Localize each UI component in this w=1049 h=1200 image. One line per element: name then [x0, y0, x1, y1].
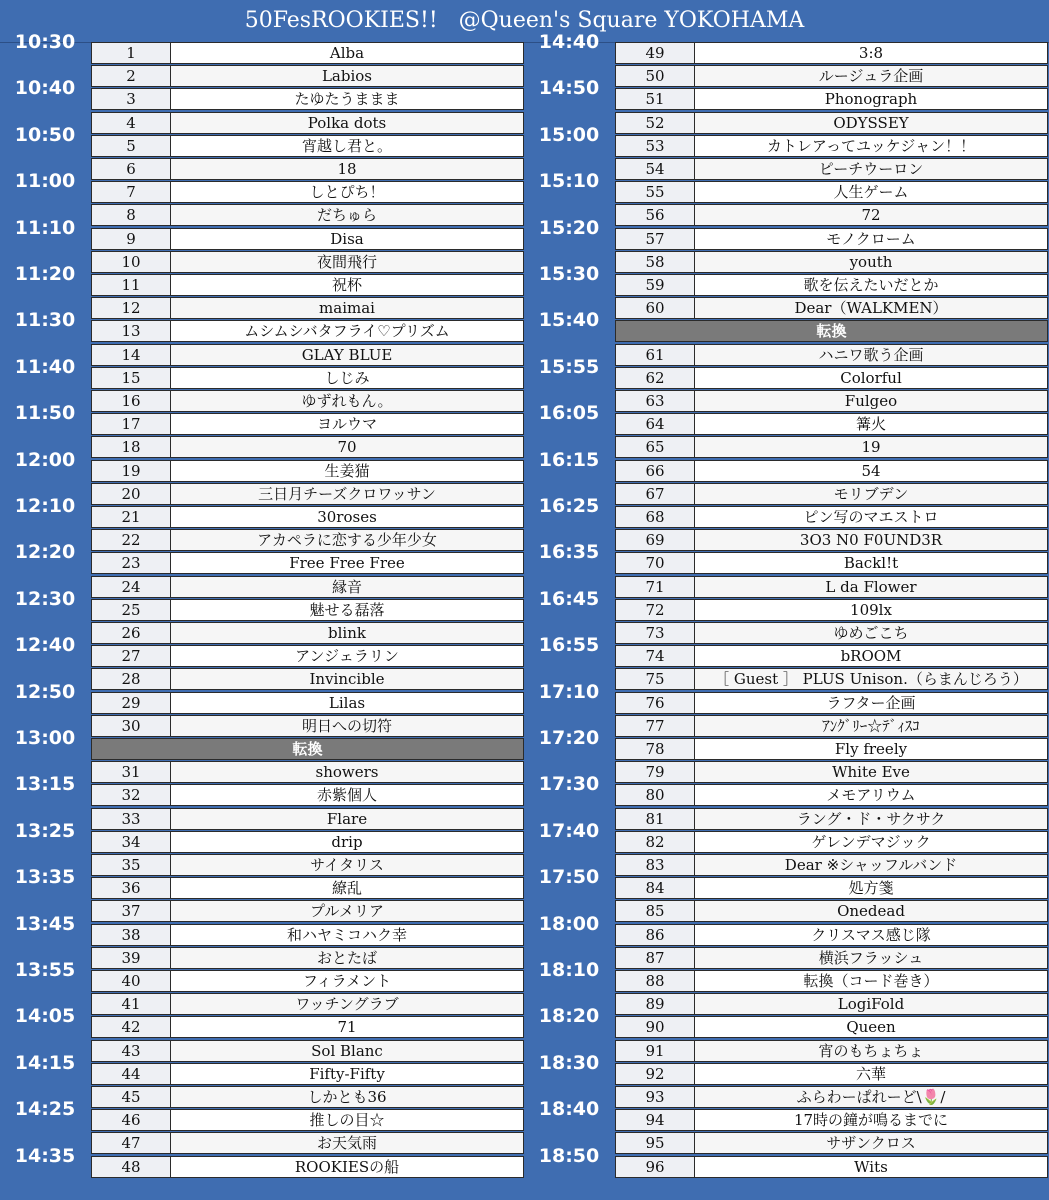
slot-number: 49: [615, 42, 695, 64]
performer-name: しかとも36: [171, 1086, 524, 1108]
schedule-row: [524, 819, 1048, 854]
schedule-row: [524, 495, 1048, 529]
time-label: 16:55: [538, 634, 600, 657]
slot-number: 90: [615, 1016, 695, 1038]
performer-name: ゲレンデマジック: [695, 831, 1048, 853]
time-label: 17:40: [538, 819, 600, 842]
time-label: 18:50: [538, 1144, 600, 1167]
schedule-row: [524, 959, 1048, 993]
schedule-row: [524, 263, 1048, 297]
slot-number: 4: [91, 112, 171, 134]
performer-name: Wits: [695, 1156, 1048, 1178]
schedule-row: [0, 587, 524, 622]
time-label: 14:15: [14, 1051, 76, 1074]
performer-name: ラング・ド・サクサク: [695, 808, 1048, 830]
performer-name: Fulgeo: [695, 390, 1048, 412]
time-label: 18:40: [538, 1098, 600, 1121]
performer-name: GLAY BLUE: [171, 344, 524, 366]
time-label: 18:10: [538, 959, 600, 981]
slot-number: 71: [615, 576, 695, 598]
performer-name: 18: [171, 158, 524, 180]
performer-name: showers: [171, 761, 524, 783]
slot-number: 2: [91, 65, 171, 87]
performer-name: 推しの目☆: [171, 1109, 524, 1131]
time-label: 14:05: [14, 1005, 76, 1028]
performer-name: 109lx: [695, 599, 1048, 621]
slot-number: 55: [615, 181, 695, 203]
performer-name: ラフター企画: [695, 692, 1048, 714]
time-label: 18:00: [538, 912, 600, 935]
schedule-row: [524, 355, 1048, 390]
performer-name: 魅せる磊落: [171, 599, 524, 621]
time-label: 15:40: [538, 309, 600, 332]
schedule-row: [0, 1005, 524, 1039]
time-label: 13:00: [14, 727, 76, 749]
slot-number: 30: [91, 715, 171, 737]
schedule-row: [524, 402, 1048, 436]
slot-number: 92: [615, 1063, 695, 1085]
time-label: 13:15: [14, 773, 76, 796]
performer-name: Onedead: [695, 900, 1048, 922]
schedule-row: [0, 355, 524, 390]
slot-number: 59: [615, 274, 695, 296]
slot-number: 32: [91, 784, 171, 806]
guest-performer-name: ［ Guest ］ PLUS Unison.（らまんじろう）: [695, 668, 1048, 690]
performer-name: 72: [695, 204, 1048, 226]
slot-number: 50: [615, 65, 695, 87]
performer-name: ゆずれもん。: [171, 390, 524, 412]
slot-number: 95: [615, 1132, 695, 1154]
performer-name: L da Flower: [695, 576, 1048, 598]
time-label: 12:40: [14, 634, 76, 657]
time-label: 15:55: [538, 355, 600, 378]
slot-number: 91: [615, 1040, 695, 1062]
schedule-row: [0, 402, 524, 436]
performer-name: 71: [171, 1016, 524, 1038]
performer-name: お天気雨: [171, 1132, 524, 1154]
slot-number: 89: [615, 993, 695, 1015]
performer-name: 17時の鐘が鳴るまでに: [695, 1109, 1048, 1131]
slot-number: 65: [615, 436, 695, 458]
slot-number: 43: [91, 1040, 171, 1062]
slot-number: 12: [91, 297, 171, 319]
slot-number: 22: [91, 529, 171, 551]
slot-number: 17: [91, 413, 171, 435]
schedule-row: [524, 1144, 1048, 1179]
slot-number: 69: [615, 529, 695, 551]
performer-name: Phonograph: [695, 88, 1048, 110]
performer-name: モノクローム: [695, 228, 1048, 250]
performer-name: Colorful: [695, 367, 1048, 389]
slot-number: 10: [91, 251, 171, 273]
time-label: 11:50: [14, 402, 76, 425]
schedule-row: [524, 1051, 1048, 1086]
performer-name: 横浜フラッシュ: [695, 947, 1048, 969]
slot-number: 58: [615, 251, 695, 273]
time-label: 18:30: [538, 1051, 600, 1074]
slot-number: 79: [615, 761, 695, 783]
slot-number: 14: [91, 344, 171, 366]
schedule-row: [0, 912, 524, 947]
performer-name: Free Free Free: [171, 552, 524, 574]
slot-number: 3: [91, 88, 171, 110]
performer-name: Labios: [171, 65, 524, 87]
schedule-row: [0, 959, 524, 993]
break-row: [524, 309, 1048, 343]
schedule-row: [524, 912, 1048, 947]
schedule-row: [0, 541, 524, 575]
slot-number: 48: [91, 1156, 171, 1178]
schedule-row: [0, 263, 524, 297]
performer-name: だちゅら: [171, 204, 524, 226]
slot-number: 18: [91, 436, 171, 458]
schedule-row: [524, 170, 1048, 204]
performer-name: Disa: [171, 228, 524, 250]
performer-name: Fly freely: [695, 738, 1048, 760]
slot-number: 38: [91, 924, 171, 946]
slot-number: 19: [91, 460, 171, 482]
slot-number: 80: [615, 784, 695, 806]
slot-number: 25: [91, 599, 171, 621]
slot-number: 24: [91, 576, 171, 598]
performer-name: ふらわーぱれーど\🌷/: [695, 1086, 1048, 1108]
page-title: 50FesROOKIES!! @Queen's Square YOKOHAMA: [0, 0, 1049, 43]
performer-name: アンジェラリン: [171, 645, 524, 667]
performer-name: Polka dots: [171, 112, 524, 134]
time-label: 16:25: [538, 495, 600, 517]
performer-name: 歌を伝えたいだとか: [695, 274, 1048, 296]
time-label: 13:25: [14, 819, 76, 842]
performer-name: Invincible: [171, 668, 524, 690]
break-row: [0, 727, 524, 761]
schedule-row: [524, 1005, 1048, 1039]
schedule-row: [0, 170, 524, 204]
slot-number: 88: [615, 970, 695, 992]
schedule-row: [524, 773, 1048, 807]
performer-name: Sol Blanc: [171, 1040, 524, 1062]
schedule-row: [0, 1144, 524, 1179]
schedule-row: [524, 680, 1048, 715]
time-label: 11:00: [14, 170, 76, 193]
performer-name: ｱﾝｸﾞﾘｰ☆ﾃﾞｨｽｺ: [695, 715, 1048, 737]
performer-name: bROOM: [695, 645, 1048, 667]
slot-number: 86: [615, 924, 695, 946]
performer-name: カトレアってユッケジャン！！: [695, 135, 1048, 157]
time-label: 10:50: [14, 123, 76, 146]
performer-name: drip: [171, 831, 524, 853]
performer-name: 宵のもちょちょ: [695, 1040, 1048, 1062]
time-label: 16:35: [538, 541, 600, 564]
performer-name: ピン写のマエストロ: [695, 506, 1048, 528]
slot-number: 21: [91, 506, 171, 528]
time-label: 11:10: [14, 216, 76, 239]
time-label: 12:20: [14, 541, 76, 564]
slot-number: 33: [91, 808, 171, 830]
performer-name: 人生ゲーム: [695, 181, 1048, 203]
performer-name: Lilas: [171, 692, 524, 714]
slot-number: 93: [615, 1086, 695, 1108]
performer-name: 縁音: [171, 576, 524, 598]
slot-number: 37: [91, 900, 171, 922]
performer-name: 19: [695, 436, 1048, 458]
slot-number: 52: [615, 112, 695, 134]
performer-name: 3O3 N0 F0UND3R: [695, 529, 1048, 551]
performer-name: 明日への切符: [171, 715, 524, 737]
performer-name: 30roses: [171, 506, 524, 528]
performer-name: ヨルウマ: [171, 413, 524, 435]
slot-number: 16: [91, 390, 171, 412]
performer-name: メモアリウム: [695, 784, 1048, 806]
slot-number: 26: [91, 622, 171, 644]
performer-name: ムシムシバタフライ♡プリズム: [171, 320, 524, 342]
schedule-row: [524, 123, 1048, 158]
schedule-row: [524, 77, 1048, 111]
slot-number: 87: [615, 947, 695, 969]
schedule-row: [524, 541, 1048, 575]
slot-number: 78: [615, 738, 695, 760]
slot-number: 47: [91, 1132, 171, 1154]
slot-number: 1: [91, 42, 171, 64]
performer-name: サザンクロス: [695, 1132, 1048, 1154]
slot-number: 36: [91, 877, 171, 899]
time-label: 13:45: [14, 912, 76, 935]
performer-name: 生姜猫: [171, 460, 524, 482]
time-label: 15:30: [538, 263, 600, 285]
slot-number: 70: [615, 552, 695, 574]
slot-number: 74: [615, 645, 695, 667]
slot-number: 27: [91, 645, 171, 667]
performer-name: たゆたうままま: [171, 88, 524, 110]
slot-number: 8: [91, 204, 171, 226]
slot-number: 39: [91, 947, 171, 969]
slot-number: 7: [91, 181, 171, 203]
slot-number: 73: [615, 622, 695, 644]
schedule-row: [524, 31, 1048, 65]
slot-number: 60: [615, 297, 695, 319]
performer-name: Alba: [171, 42, 524, 64]
performer-name: 夜間飛行: [171, 251, 524, 273]
time-label: 12:30: [14, 587, 76, 610]
break-label: 転換: [91, 738, 524, 760]
schedule-row: [0, 773, 524, 807]
slot-number: 68: [615, 506, 695, 528]
schedule-row: [524, 727, 1048, 761]
schedule-row: [0, 819, 524, 854]
schedule-row: [524, 587, 1048, 622]
performer-name: blink: [171, 622, 524, 644]
slot-number: 35: [91, 854, 171, 876]
slot-number: 41: [91, 993, 171, 1015]
schedule-row: [0, 123, 524, 158]
performer-name: ルージュラ企画: [695, 65, 1048, 87]
performer-name: ゆめごこち: [695, 622, 1048, 644]
performer-name: クリスマス感じ隊: [695, 924, 1048, 946]
performer-name: ピーチウーロン: [695, 158, 1048, 180]
performer-name: 祝杯: [171, 274, 524, 296]
time-label: 17:30: [538, 773, 600, 796]
slot-number: 56: [615, 204, 695, 226]
slot-number: 15: [91, 367, 171, 389]
schedule-row: [524, 634, 1048, 668]
performer-name: 和ハヤミコハク幸: [171, 924, 524, 946]
performer-name: 処方箋: [695, 877, 1048, 899]
time-label: 11:20: [14, 263, 76, 285]
performer-name: ROOKIESの船: [171, 1156, 524, 1178]
performer-name: LogiFold: [695, 993, 1048, 1015]
schedule-row: [0, 634, 524, 668]
time-label: 17:10: [538, 680, 600, 703]
slot-number: 29: [91, 692, 171, 714]
performer-name: しじみ: [171, 367, 524, 389]
performer-name: Backl!t: [695, 552, 1048, 574]
slot-number: 84: [615, 877, 695, 899]
time-label: 15:10: [538, 170, 600, 193]
time-label: 16:05: [538, 402, 600, 425]
time-label: 10:30: [14, 31, 76, 53]
time-label: 17:20: [538, 727, 600, 749]
performer-name: White Eve: [695, 761, 1048, 783]
slot-number: 31: [91, 761, 171, 783]
time-label: 14:35: [14, 1144, 76, 1167]
performer-name: 六華: [695, 1063, 1048, 1085]
time-label: 18:20: [538, 1005, 600, 1028]
schedule-row: [524, 866, 1048, 900]
slot-number: 42: [91, 1016, 171, 1038]
slot-number: 54: [615, 158, 695, 180]
time-label: 12:50: [14, 680, 76, 703]
slot-number: 11: [91, 274, 171, 296]
slot-number: 40: [91, 970, 171, 992]
performer-name: ODYSSEY: [695, 112, 1048, 134]
slot-number: 94: [615, 1109, 695, 1131]
performer-name: 篝火: [695, 413, 1048, 435]
schedule-row: [524, 448, 1048, 483]
performer-name: 宵越し君と。: [171, 135, 524, 157]
performer-name: maimai: [171, 297, 524, 319]
performer-name: サイタリス: [171, 854, 524, 876]
performer-name: 三日月チーズクロワッサン: [171, 483, 524, 505]
slot-number: 51: [615, 88, 695, 110]
performer-name: おとたば: [171, 947, 524, 969]
slot-number: 5: [91, 135, 171, 157]
slot-number: 23: [91, 552, 171, 574]
time-label: 12:10: [14, 495, 76, 517]
schedule-row: [0, 866, 524, 900]
performer-name: 転換（コード巻き）: [695, 970, 1048, 992]
slot-number: 63: [615, 390, 695, 412]
slot-number: 28: [91, 668, 171, 690]
time-label: 14:25: [14, 1098, 76, 1121]
performer-name: 繚乱: [171, 877, 524, 899]
time-label: 14:50: [538, 77, 600, 100]
schedule-row: [0, 77, 524, 111]
slot-number: 77: [615, 715, 695, 737]
performer-name: 3:8: [695, 42, 1048, 64]
slot-number: 67: [615, 483, 695, 505]
slot-number: 72: [615, 599, 695, 621]
time-label: 16:45: [538, 587, 600, 610]
slot-number: 82: [615, 831, 695, 853]
performer-name: 赤紫個人: [171, 784, 524, 806]
slot-number: 44: [91, 1063, 171, 1085]
time-label: 16:15: [538, 448, 600, 471]
schedule-row: [0, 448, 524, 483]
performer-name: 54: [695, 460, 1048, 482]
performer-name: 70: [171, 436, 524, 458]
time-label: 13:55: [14, 959, 76, 981]
performer-name: しとぴち！: [171, 181, 524, 203]
time-label: 10:40: [14, 77, 76, 100]
schedule-row: [0, 1098, 524, 1132]
break-label: 転換: [615, 320, 1048, 342]
slot-number: 20: [91, 483, 171, 505]
slot-number: 64: [615, 413, 695, 435]
performer-name: プルメリア: [171, 900, 524, 922]
performer-name: ワッチングラブ: [171, 993, 524, 1015]
time-label: 12:00: [14, 448, 76, 471]
slot-number: 96: [615, 1156, 695, 1178]
schedule-row: [0, 495, 524, 529]
schedule-row: [524, 1098, 1048, 1132]
time-label: 11:30: [14, 309, 76, 332]
slot-number: 46: [91, 1109, 171, 1131]
time-label: 17:50: [538, 866, 600, 889]
slot-number: 9: [91, 228, 171, 250]
performer-name: Flare: [171, 808, 524, 830]
slot-number: 53: [615, 135, 695, 157]
slot-number: 61: [615, 344, 695, 366]
schedule-row: [0, 680, 524, 715]
slot-number: 13: [91, 320, 171, 342]
performer-name: アカペラに恋する少年少女: [171, 529, 524, 551]
performer-name: Dear（WALKMEN）: [695, 297, 1048, 319]
slot-number: 85: [615, 900, 695, 922]
schedule-row: [0, 309, 524, 343]
time-label: 14:40: [538, 31, 600, 53]
slot-number: 6: [91, 158, 171, 180]
slot-number: 75: [615, 668, 695, 690]
slot-number: 81: [615, 808, 695, 830]
slot-number: 45: [91, 1086, 171, 1108]
time-label: 11:40: [14, 355, 76, 378]
performer-name: モリブデン: [695, 483, 1048, 505]
performer-name: フィラメント: [171, 970, 524, 992]
slot-number: 76: [615, 692, 695, 714]
time-label: 13:35: [14, 866, 76, 889]
schedule-row: [524, 216, 1048, 251]
schedule-row: [0, 31, 524, 65]
slot-number: 66: [615, 460, 695, 482]
performer-name: ハニワ歌う企画: [695, 344, 1048, 366]
slot-number: 57: [615, 228, 695, 250]
slot-number: 34: [91, 831, 171, 853]
performer-name: youth: [695, 251, 1048, 273]
performer-name: Queen: [695, 1016, 1048, 1038]
schedule-row: [0, 1051, 524, 1086]
performer-name: Dear ※シャッフルバンド: [695, 854, 1048, 876]
schedule-row: [0, 216, 524, 251]
slot-number: 83: [615, 854, 695, 876]
slot-number: 62: [615, 367, 695, 389]
time-label: 15:20: [538, 216, 600, 239]
performer-name: Fifty-Fifty: [171, 1063, 524, 1085]
time-label: 15:00: [538, 123, 600, 146]
